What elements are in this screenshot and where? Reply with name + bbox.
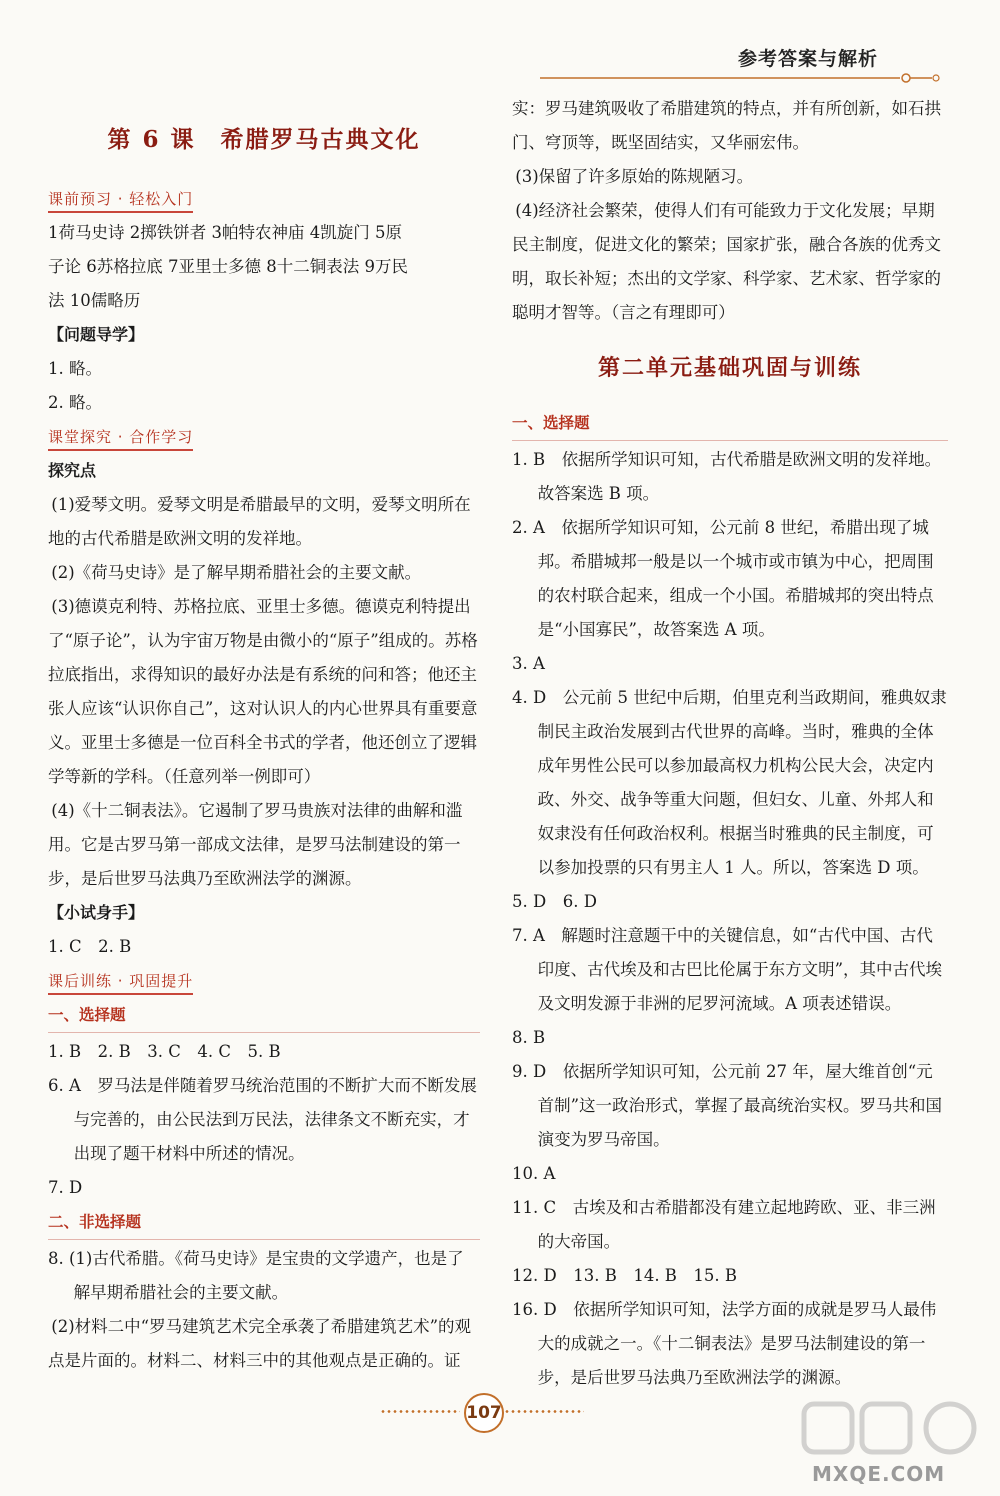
nonchoice-head: 二、非选择题 bbox=[48, 1205, 480, 1240]
answer-item: 2. A 依据所学知识可知，公元前 8 世纪，希腊出现了城邦。希腊城邦一般是以一个城市或市镇为中心，把周围的农村联合起来，组成一个小国。希腊城邦的突出特点是“小国寡民”，故答案选 A 项。 bbox=[512, 518, 934, 639]
answer-item: 3. A bbox=[512, 654, 545, 673]
page-number: 107 bbox=[464, 1393, 504, 1433]
preview-line: 子论 6苏格拉底 7亚里士多德 8十二铜表法 9万民 bbox=[48, 257, 408, 276]
try-answers: 1. C 2. B bbox=[48, 937, 132, 956]
guide-item: 2. 略。 bbox=[48, 393, 102, 412]
try-head: 【小试身手】 bbox=[48, 903, 145, 922]
watermark-text: MXQE.COM bbox=[812, 1462, 946, 1486]
header-title: 参考答案与解析 bbox=[738, 48, 879, 70]
answer-item: 12. D 13. B 14. B 15. B bbox=[512, 1266, 738, 1285]
continued-text: (3)保留了许多原始的陈规陋习。 bbox=[515, 167, 754, 186]
guide-head: 【问题导学】 bbox=[48, 325, 145, 344]
preview-line: 1荷马史诗 2掷铁饼者 3帕特农神庙 4凯旋门 5原 bbox=[48, 223, 402, 242]
continued-text: (4)经济社会繁荣，使得人们有可能致力于文化发展；早期民主制度，促进文化的繁荣；国家扩张，融合各族的优秀文明，取长补短；杰出的文学家、科学家、艺术家、哲学家的聪明才智等。（言之有理即可） bbox=[512, 201, 941, 322]
dotted-ornament-left bbox=[380, 1410, 460, 1413]
continued-text: 实：罗马建筑吸收了希腊建筑的特点，并有所创新，如石拱门、穹顶等，既坚固结实，又华丽宏伟。 bbox=[512, 99, 941, 152]
explore-paragraph: (1)爱琴文明。爱琴文明是希腊最早的文明，爱琴文明所在地的古代希腊是欧洲文明的发祥地。 bbox=[48, 495, 471, 548]
answer-item: 1. B 依据所学知识可知，古代希腊是欧洲文明的发祥地。故答案选 B 项。 bbox=[512, 450, 942, 503]
page-number-block bbox=[380, 1393, 580, 1433]
explore-paragraph: (3)德谟克利特、苏格拉底、亚里士多德。德谟克利特提出了“原子论”，认为宇宙万物是由微小的“原子”组成的。苏格拉底指出，求得知识的最好办法是有系统的问和答；他还主张人应该“认识你自己”，这对认识人的内心世界具有重要意义。亚里士多德是一位百科全书式的学者，他还创立了逻辑学等新的学科。（任意列举一例即可） bbox=[48, 597, 478, 786]
answer-item: (2)材料二中“罗马建筑艺术完全承袭了希腊建筑艺术”的观点是片面的。材料二、材料三中的其他观点是正确的。证 bbox=[48, 1317, 472, 1370]
section-tag-preview: 课前预习 · 轻松入门 bbox=[48, 187, 193, 213]
right-column bbox=[512, 92, 948, 1395]
explore-paragraph: (4)《十二铜表法》。它遏制了罗马贵族对法律的曲解和滥用。它是古罗马第一部成文法律，是罗马法制建设的第一步，是后世罗马法典乃至欧洲法学的渊源。 bbox=[48, 801, 463, 888]
guide-item: 1. 略。 bbox=[48, 359, 102, 378]
answer-item: 10. A bbox=[512, 1164, 556, 1183]
answer-item: 5. D 6. D bbox=[512, 892, 597, 911]
left-column bbox=[48, 120, 480, 1378]
choice-head: 一、选择题 bbox=[48, 998, 480, 1033]
explore-paragraph: (2)《荷马史诗》是了解早期希腊社会的主要文献。 bbox=[51, 563, 422, 582]
lesson-title: 第 6 课 希腊罗马古典文化 bbox=[107, 126, 421, 153]
unit-title: 第二单元基础巩固与训练 bbox=[597, 355, 862, 381]
answer-item: 16. D 依据所学知识可知，法学方面的成就是罗马人最伟大的成就之一。《十二铜表法》是罗马法制建设的第一步，是后世罗马法典乃至欧洲法学的渊源。 bbox=[512, 1300, 937, 1387]
preview-line: 法 10儒略历 bbox=[48, 291, 141, 310]
answer-item: 4. D 公元前 5 世纪中后期，伯里克利当政期间，雅典奴隶制民主政治发展到古代世界的高峰。当时，雅典的全体成年男性公民可以参加最高权力机构公民大会，决定内政、外交、战争等重大问题，但妇女、儿童、外邦人和奴隶没有任何政治权利。根据当时雅典的民主制度，可以参加投票的只有男主人 1 人。所以，答案选 D 项。 bbox=[512, 688, 947, 877]
dotted-ornament-right bbox=[504, 1410, 584, 1413]
choice-head: 一、选择题 bbox=[512, 406, 948, 441]
answer-item: 7. D bbox=[48, 1178, 83, 1197]
section-tag-class: 课堂探究 · 合作学习 bbox=[48, 425, 193, 451]
answer-item: 11. C 古埃及和古希腊都没有建立起地跨欧、亚、非三洲的大帝国。 bbox=[512, 1198, 936, 1251]
header-rule bbox=[540, 73, 940, 83]
answer-item: 6. A 罗马法是伴随着罗马统治范围的不断扩大而不断发展与完善的，由公民法到万民法，法律条文不断充实，才出现了题干材料中所述的情况。 bbox=[48, 1076, 477, 1163]
section-tag-after: 课后训练 · 巩固提升 bbox=[48, 969, 193, 995]
explore-head: 探究点 bbox=[48, 461, 97, 480]
answer-item: 7. A 解题时注意题干中的关键信息，如“古代中国、古代印度、古代埃及和古巴比伦属于东方文明”，其中古代埃及文明发源于非洲的尼罗河流域。A 项表述错误。 bbox=[512, 926, 942, 1013]
answer-item: 8. B bbox=[512, 1028, 546, 1047]
choice-line: 1. B 2. B 3. C 4. C 5. B bbox=[48, 1042, 281, 1061]
answer-item: 8. (1)古代希腊。《荷马史诗》是宝贵的文学遗产，也是了解早期希腊社会的主要文献。 bbox=[48, 1249, 464, 1302]
answer-item: 9. D 依据所学知识可知，公元前 27 年，屋大维首创“元首制”这一政治形式，掌握了最高统治实权。罗马共和国演变为罗马帝国。 bbox=[512, 1062, 942, 1149]
